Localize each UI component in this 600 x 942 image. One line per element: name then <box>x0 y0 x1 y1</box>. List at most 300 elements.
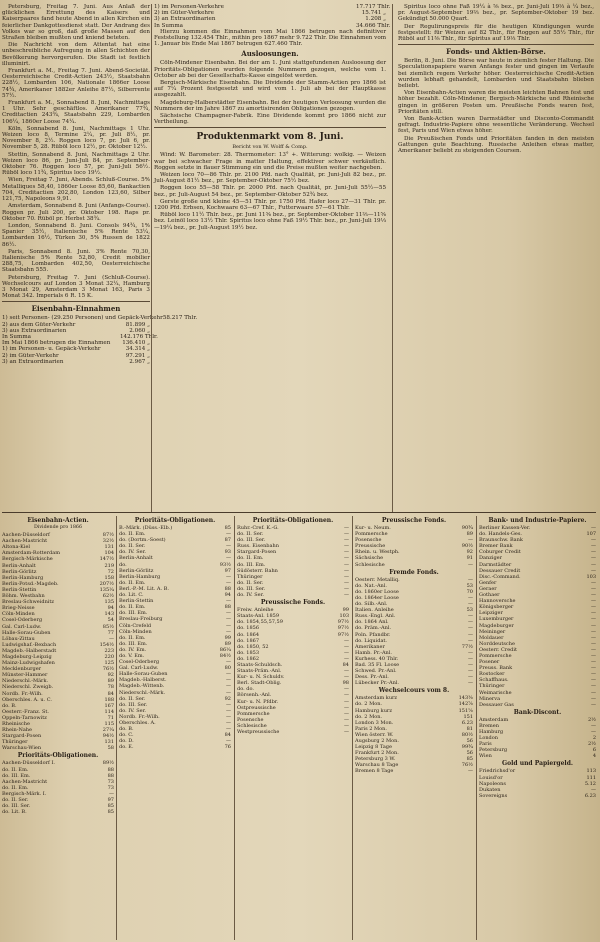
row-value: — <box>468 594 473 601</box>
row-value: 97.291 „ <box>125 352 150 359</box>
article-paragraph: Die Nachricht von dem Attentat hat eine unbeschreibliche Aufregung in allen Schichten der Bevölkerung hervorgerufen. Die Stadt ist festlich illuminirt. <box>2 42 150 67</box>
row-label: Friedrichsd'or <box>479 768 516 775</box>
row-label: Pommersche <box>237 710 270 717</box>
row-value: — <box>344 674 349 681</box>
row-value: — <box>591 652 596 659</box>
row-value: — <box>468 668 473 675</box>
row-label: Rhein. u. Westph. <box>355 549 400 556</box>
row-value: — <box>591 592 596 599</box>
row-value: — <box>226 720 231 726</box>
row-value: 54 <box>107 617 114 624</box>
row-label: Bremer Bank <box>479 543 513 550</box>
row-value: — <box>344 561 349 568</box>
row-value: — <box>591 616 596 623</box>
row-value: 56 <box>466 750 473 757</box>
article-paragraph: Rüböl loco 11½ Thlr. bez., pr. Juni 11⅜ bez., pr. September-Oktober 11⅔—11⅝ bez. Leinöl loco 13½ Thlr. Spiritus loco ohne Faß 19½ Thlr. bez., pr. Juni-Juli 19⅓—19¼ bez., pr. Juli-August 19½ bez. <box>154 212 386 231</box>
row-label: do. III. Em. <box>237 561 266 568</box>
row-value: 58.217 Thlr. <box>162 315 198 322</box>
row-label: Sächsische <box>355 555 384 562</box>
column-divider <box>476 516 477 940</box>
row-label: Norddeutsche <box>479 640 515 647</box>
row-value: 81.899 „ <box>125 321 150 328</box>
article-paragraph: Roggen loco 55—58 Thlr. pr. 2000 Pfd. nach Qualität, pr. Juni-Juli 55½—55 bez., pr. Juli-August 54 bez., pr. September-Oktober 52¾ bez. <box>154 185 386 198</box>
rule-line <box>398 44 594 45</box>
row-label: Nordb. Fr.-Wilh. <box>119 713 160 720</box>
row-value: — <box>344 692 349 699</box>
row-label: do. 1860er Loose <box>355 588 399 595</box>
row-label: Coburger Credit <box>479 549 521 556</box>
row-value: 113 <box>586 768 596 775</box>
table-row <box>355 768 473 774</box>
section-title: Eisenbahn-Einnahmen <box>31 304 121 314</box>
row-value: 131 <box>104 739 114 746</box>
row-value: 103 <box>586 573 596 580</box>
row-label: 2) aus dem Güter-Verkehr <box>2 321 76 328</box>
row-label: Bergisch-Märkische <box>2 556 53 563</box>
row-value: 135 <box>104 599 114 606</box>
row-label: Petersburg <box>479 747 508 754</box>
row-label: do. IV. Em. <box>119 646 147 653</box>
row-value: 143⅜ <box>458 695 473 702</box>
row-value: — <box>591 677 596 684</box>
row-label: Braunschw. Bank <box>479 537 523 544</box>
row-value: — <box>344 716 349 723</box>
row-value: — <box>226 598 231 605</box>
row-value: 103 <box>339 613 349 620</box>
row-label: Cosel-Oderberg <box>119 659 160 666</box>
row-value: — <box>344 655 349 662</box>
row-value: — <box>468 649 473 656</box>
row-label: Aachen-Mastricht <box>2 778 48 785</box>
row-label: Cosel-Oderberg <box>2 617 43 624</box>
row-label: Südösterr. Bahn <box>237 567 278 574</box>
article-paragraph: Der Regulirungspreis für die heutigen Kündigungen wurde festgestellt: für Weizen auf 82 Thlr., für Roggen auf 55½ Thlr., für Rüböl auf 11⅜ Thlr., für Spiritus auf 19⅓ Thlr. <box>398 23 594 43</box>
row-value: 111 <box>586 774 596 781</box>
column-divider <box>352 516 353 940</box>
row-label: Nordb. Fr.-Wilh. <box>2 690 43 697</box>
row-label: Thüringer <box>479 683 505 690</box>
row-value: — <box>591 671 596 678</box>
row-value: 88 <box>107 766 114 773</box>
row-label: do. Liquidat. <box>355 637 388 644</box>
row-label: Berlin-Hamburg <box>2 574 44 581</box>
row-value: — <box>591 561 596 568</box>
row-value: — <box>109 790 114 797</box>
row-value: — <box>226 531 231 538</box>
row-value: — <box>344 579 349 586</box>
row-value: 142.176 Thlr. <box>120 333 158 340</box>
row-value: 53 <box>466 607 473 614</box>
row-value: 58 <box>107 745 114 752</box>
table-fremde-fonds <box>355 516 473 940</box>
row-label: Berlin-Görlitz <box>119 567 154 574</box>
row-value: — <box>468 631 473 638</box>
row-label: do. II. Ser. <box>119 543 146 550</box>
row-value: — <box>344 573 349 580</box>
row-value: 94 <box>224 592 231 599</box>
row-value: — <box>226 677 231 684</box>
row-value: 76 <box>224 744 231 751</box>
row-label: Petersburg 3 W. <box>355 756 396 763</box>
row-value: 62½ <box>102 593 114 600</box>
row-label: Cöln-Minden <box>119 628 152 635</box>
article-paragraph: Magdeburg-Halberstädter Eisenbahn. Bei der heutigen Verloosung wurden die Nummern der im Jahre 1867 zu amortisirenden Obligationen gezogen. <box>154 99 386 112</box>
row-label: Magdeb.-Wittenb. <box>119 683 165 690</box>
row-value: — <box>468 576 473 583</box>
row-value: — <box>591 567 596 574</box>
row-value: 143 <box>104 611 114 618</box>
row-value: — <box>591 640 596 647</box>
column-divider <box>234 516 235 940</box>
row-label: Oesterr.-Franz. St. <box>2 708 49 715</box>
row-value: — <box>468 601 473 608</box>
row-label: Oberschles. A. <box>119 720 156 726</box>
table-prioritaets-obligationen <box>119 516 231 940</box>
row-value: 89 <box>107 678 114 685</box>
row-value: 89½ <box>102 760 114 767</box>
row-label: do. C. <box>119 732 134 739</box>
article-paragraph: London, Sonnabend 8. Juni. Consols 94¾, 1% Spanier 35½, Italienische 5% Rente 53¼, Lombarden 16½, Türken 30, 5% Russen de 1822 86½. <box>2 222 150 248</box>
row-label: Berlin-Görlitz <box>2 568 37 575</box>
row-value: — <box>591 722 596 729</box>
row-label: Ruhr.-Cref. K.-G. <box>237 525 279 531</box>
row-value: — <box>591 555 596 562</box>
row-value: 85½ <box>102 623 114 630</box>
row-label: Mecklenburger <box>2 666 42 673</box>
row-label: do. 2 Mon. <box>355 713 383 720</box>
row-value: 73 <box>107 778 114 785</box>
row-value: 77½ <box>461 643 473 650</box>
row-value: — <box>591 610 596 617</box>
row-label: do. II. Em. <box>2 766 29 773</box>
row-label: Magdeb.-Halberstadt <box>2 647 57 654</box>
row-label: do. Lit. C. <box>119 592 144 599</box>
row-label: 1) im Personen-Verkehre <box>154 4 224 10</box>
row-value: 97 <box>224 567 231 574</box>
row-label: Amsterdam kurz <box>355 695 398 702</box>
row-label: Weimarische <box>479 689 512 696</box>
table-row <box>237 729 349 735</box>
row-label: Aachen-Düsseldorf <box>2 532 50 539</box>
row-label: Wien <box>479 753 492 760</box>
column-divider <box>116 516 117 940</box>
row-value: 84 <box>342 661 349 668</box>
row-label: do. III. Em. <box>119 640 148 647</box>
row-value: 91 <box>466 555 473 562</box>
row-value: — <box>226 726 231 733</box>
row-value: 6 <box>592 747 596 754</box>
row-value: — <box>344 704 349 711</box>
row-label: Stargard-Posen <box>2 733 42 740</box>
row-value: 87½ <box>102 532 114 539</box>
row-value: 2.060 „ <box>129 327 150 334</box>
row-value: — <box>591 689 596 696</box>
row-value: — <box>591 786 596 793</box>
row-value: 2½ <box>587 741 596 748</box>
row-label: Niederschl.-Märk. <box>2 678 49 685</box>
row-value: 2.967 „ <box>129 358 150 365</box>
row-label: do. 2 Mon. <box>355 701 383 708</box>
row-value: — <box>344 668 349 675</box>
row-label: Kurhess. 40 Thlr. <box>355 655 399 662</box>
row-label: Louisd'or <box>479 774 503 781</box>
row-label: Oppeln-Tarnowitz <box>2 714 47 721</box>
row-label: Preuss. Bank <box>479 665 513 672</box>
row-value: — <box>226 713 231 720</box>
row-label: Oberschles. A. u. C. <box>2 696 52 703</box>
row-value: — <box>344 531 349 538</box>
article-paragraph: Spiritus loco ohne Faß 19¼ à ⅝ bez., pr. Juni-Juli 19⅓ à ¼ bez., pr. August-September 19⅔ bez., pr. September-Oktober 19 bez. Gekündigt 50.000 Quart. <box>398 4 594 23</box>
table-title: Prioritäts-Obligationen. <box>252 517 334 524</box>
table-bank-papiere <box>479 516 596 940</box>
row-value: 151 <box>463 713 473 720</box>
row-label: Berlin-Hamburg <box>119 573 161 580</box>
row-value: — <box>591 659 596 666</box>
row-value: — <box>591 683 596 690</box>
row-label: Gothaer <box>479 592 500 599</box>
row-label: Berlin-Stettin <box>119 598 154 605</box>
row-label: do. III. Ser. <box>237 537 266 544</box>
row-value: 136.410 „ <box>122 340 150 347</box>
row-value: 97½ <box>337 619 349 626</box>
row-value: 15.741 „ <box>361 10 386 17</box>
table-row <box>355 562 473 568</box>
table-eisenbahn-actien <box>2 516 114 940</box>
row-value: — <box>344 643 349 650</box>
row-label: Thüringer <box>2 739 28 746</box>
row-value: 92 <box>224 695 231 702</box>
row-value: — <box>591 665 596 672</box>
row-label: B.-Märk. (Düss.-Elb.) <box>119 525 173 531</box>
row-label: Sovereigns <box>479 792 508 799</box>
row-label: do. E. <box>119 744 134 751</box>
table-title: Wechselcours vom 8. <box>378 687 450 695</box>
row-label: do. II. Ser. <box>237 531 264 538</box>
row-value: — <box>591 729 596 735</box>
article-paragraph: Wind: W. Barometer: 28. Thermometer: 13° +. Witterung: wolkig. — Weizen war bei schwacher Frage in matter Haltung, effektiver schwer verkäuflich. Roggen setzte in flauer Stimmung ein und die Preise mußten weiter nachgeben. <box>154 152 386 171</box>
row-label: Aachen-Mastricht <box>2 538 48 545</box>
row-label: Wien österr. W. <box>355 731 394 738</box>
article-paragraph: Frankfurt a. M., Sonnabend 8. Juni, Nachmittags 1 Uhr. Sehr geschäftlos. Amerikaner 77¾, Creditactien 243¾, Staatsbahn 229, Lombarden 106¼, 1860er Loose 74¼. <box>2 100 150 125</box>
row-label: Berlin-Anhalt <box>119 555 153 562</box>
row-value: 73 <box>107 784 114 791</box>
row-value: 94 <box>107 605 114 612</box>
row-value: 87 <box>224 537 231 544</box>
row-label: do. <box>119 561 127 568</box>
row-value: — <box>591 537 596 544</box>
row-label: Breslau-Schweidnitz <box>2 599 55 606</box>
table-row <box>2 745 114 751</box>
row-label: Brieg-Neisse <box>2 605 35 612</box>
row-value: — <box>226 579 231 586</box>
row-label: Halle-Sorau-Guben <box>119 671 168 678</box>
row-value: 94½ <box>102 733 114 740</box>
article-paragraph: Cöln-Mindener Eisenbahn. Bei der am 1. Juni stattgefundenen Ausloosung der Prioritäts-Obligationen wurden folgende Nummern gezogen, welche vom 1. October ab bei der Gesellschafts-Kasse eingelöst werden. <box>154 60 386 79</box>
section-divider <box>2 512 596 513</box>
row-label: do. II. Ser. <box>2 797 29 804</box>
row-label: Bergisch-Märk. I. <box>2 790 47 797</box>
row-value: — <box>468 655 473 662</box>
row-value: — <box>468 674 473 681</box>
row-label: Berl. Stadt-Oblig. <box>237 680 282 687</box>
row-label: Amsterdam <box>479 716 509 723</box>
row-value: — <box>226 555 231 562</box>
row-label: do. B. <box>119 726 134 733</box>
row-label: Berlin-Anhalt <box>2 562 36 569</box>
row-value: 6.23 <box>584 792 596 799</box>
row-value: 207½ <box>99 580 114 587</box>
article-paragraph: Sächsische Champagner-Fabrik. Eine Dividende kommt pro 1866 nicht zur Vertheilung. <box>154 113 386 126</box>
row-label: Italien. Anleihe <box>355 607 394 614</box>
row-label: Hamburg <box>479 729 504 735</box>
row-label: Schaffhaus. <box>479 677 509 684</box>
row-label: Leipziger <box>479 610 503 617</box>
row-label: Poln. Pfandbr. <box>355 631 391 638</box>
row-value: 99¾ <box>461 744 473 751</box>
row-label: Danziger <box>479 555 502 562</box>
row-label: do. 1862 <box>237 655 260 662</box>
row-value: — <box>344 722 349 729</box>
row-label: do. 1864 <box>237 631 260 638</box>
row-label: Napoleons <box>479 780 506 787</box>
row-value: — <box>226 738 231 745</box>
row-value: 93 <box>224 549 231 556</box>
row-label: Münster-Hammer <box>2 672 48 679</box>
row-value: 114 <box>104 708 114 715</box>
table-subhead: Dividende pro 1866 <box>33 525 83 530</box>
row-value: — <box>591 701 596 708</box>
row-value: 34.666 Thlr. <box>356 22 391 29</box>
row-label: Oesterr. Metalliq. <box>355 576 400 583</box>
row-value: 142⅞ <box>458 701 473 708</box>
row-label: Posensche <box>355 537 382 544</box>
table-preussische-fonds <box>237 516 349 940</box>
row-label: Berl.-P.-M. Lit. A. B. <box>119 585 169 592</box>
row-value: — <box>344 543 349 550</box>
row-label: do. 1854,55,57,59 <box>237 619 283 626</box>
row-value: 70 <box>466 588 473 595</box>
row-value: — <box>344 567 349 574</box>
row-label: Königsberger <box>479 604 514 611</box>
row-value: 98 <box>342 680 349 687</box>
row-label: Dessauer Credit <box>479 567 521 574</box>
row-label: Aachen-Düsseldorf I. <box>2 760 56 767</box>
row-label: do. 1864er Loose <box>355 594 399 601</box>
row-label: Disc.-Command. <box>479 573 521 580</box>
row-label: do. III. Ser. <box>2 803 31 810</box>
row-label: Dessauer Gas <box>479 701 514 708</box>
row-label: do. IV. Ser. <box>119 707 147 714</box>
row-value: 76½ <box>102 666 114 673</box>
row-label: Niederschl. Zweigb. <box>2 684 54 691</box>
row-value: 85 <box>224 525 231 531</box>
article-paragraph: Berlin, 8. Juni. Die Börse war heute in ziemlich fester Haltung. Die Speculationspapiere waren Anfangs fester und gingen im Verlaufe bei ziemlich regem Verkehr höher. Oesterreichische Credit-Actien wurden lebhaft gehandelt, Lombarden und Staatsbahn blieben beliebt. <box>398 58 594 90</box>
row-label: Rheinische <box>2 721 30 727</box>
row-label: Gal. Carl-Ludw. <box>119 665 159 672</box>
row-label: Russ.-Engl. Anl. <box>355 613 396 620</box>
row-value: 93½ <box>219 561 231 568</box>
row-value: 53 <box>466 582 473 589</box>
row-value: 220 <box>104 653 114 660</box>
row-label: Börsenh.-Anl. <box>237 692 272 699</box>
row-label: London <box>479 735 498 742</box>
row-label: Moldauer <box>479 634 504 641</box>
row-value: 89 <box>466 531 473 538</box>
text-column-2 <box>154 4 391 512</box>
row-label: Warschau 8 Tage <box>355 762 399 769</box>
row-value: — <box>344 525 349 531</box>
row-value: 2½ <box>587 716 596 723</box>
row-label: Cöln-Minden <box>2 611 35 618</box>
table-row <box>2 359 150 365</box>
row-label: Bremen <box>479 722 499 729</box>
row-value: 77 <box>107 629 114 636</box>
row-label: Halle-Sorau-Guben <box>2 629 51 636</box>
row-value: 80 <box>224 665 231 672</box>
row-label: do. II. Ser. <box>237 579 264 586</box>
table-title: Preussische Fonds. <box>381 517 447 524</box>
row-value: — <box>226 622 231 629</box>
row-label: In Summa <box>154 22 183 29</box>
row-label: do. 1856 <box>237 625 260 632</box>
row-label: do. III. Em. <box>119 610 148 617</box>
row-label: Frankfurt 2 Mon. <box>355 750 399 757</box>
row-value: 2 <box>592 735 596 742</box>
row-value: 90¾ <box>461 525 473 531</box>
row-label: Kur- u. Neum. <box>355 525 391 531</box>
row-label: Hannoversche <box>479 598 516 605</box>
row-label: Westpreussische <box>237 729 280 735</box>
row-label: Minerva <box>479 695 501 702</box>
article-paragraph: Petersburg, Freitag 7. Juni (Schluß-Course). Wechselcours auf London 3 Monat 32¼, Hamburg 3 Monat 29, Amsterdam 3 Monat 163, Paris 3 Monat 342. Imperials 6 R. 15 K. <box>2 274 150 300</box>
row-label: Preussische <box>355 543 386 550</box>
row-label: Kur- u. N. Schuldv. <box>237 674 285 681</box>
market-title: Produktenmarkt vom 8. Juni. <box>196 132 344 143</box>
row-label: Darmstädter <box>479 561 512 568</box>
row-label: Stargard-Posen <box>237 549 277 556</box>
row-value: 90½ <box>461 543 473 550</box>
row-label: do. II. Ser. <box>119 695 146 702</box>
row-value: 27¼ <box>102 727 114 734</box>
row-label: Magdeburger <box>479 622 514 629</box>
row-label: 3) an Extraordinarien <box>154 16 216 23</box>
row-label: do. IV. Ser. <box>119 549 147 556</box>
row-value: — <box>468 768 473 775</box>
row-label: Staats-Präm.-Anl. <box>237 668 282 675</box>
row-value: — <box>468 613 473 620</box>
row-value: 131 <box>104 544 114 551</box>
table-row <box>355 680 473 686</box>
row-value: — <box>468 661 473 668</box>
row-value: 72 <box>107 568 114 575</box>
table-row <box>479 702 596 708</box>
row-value: 88 <box>107 772 114 779</box>
row-value: — <box>591 695 596 702</box>
row-value: — <box>344 549 349 556</box>
row-label: Berlin-Potsd.-Magdeb. <box>2 580 59 587</box>
row-label: Lübecker Pr.-Anl. <box>355 680 399 687</box>
row-label: Gal. Carl-Ludw. <box>2 623 42 630</box>
row-value: — <box>344 729 349 735</box>
table-title: Bank-Discont. <box>513 708 562 716</box>
table-row <box>2 809 114 815</box>
article-paragraph: Weizen loco 70—86 Thlr. pr. 2100 Pfd. nach Qualität, pr. Juni-Juli 82 bez., pr. Juli-August 81½ bez., pr. September-Oktober 75½ bez. <box>154 172 386 185</box>
article-paragraph: Paris, Sonnabend 8. Juni. 3% Rente 70,30, Italienische 5% Rente 52,80, Credit mobilier 288,75, Lombarden 402,50, Oesterreichische Staatsbahn 555. <box>2 248 150 274</box>
row-value: — <box>591 579 596 586</box>
row-label: Hamb. Pr.-Anl. <box>355 649 392 656</box>
table-row <box>479 753 596 759</box>
row-label: Bremen 8 Tage <box>355 768 394 775</box>
